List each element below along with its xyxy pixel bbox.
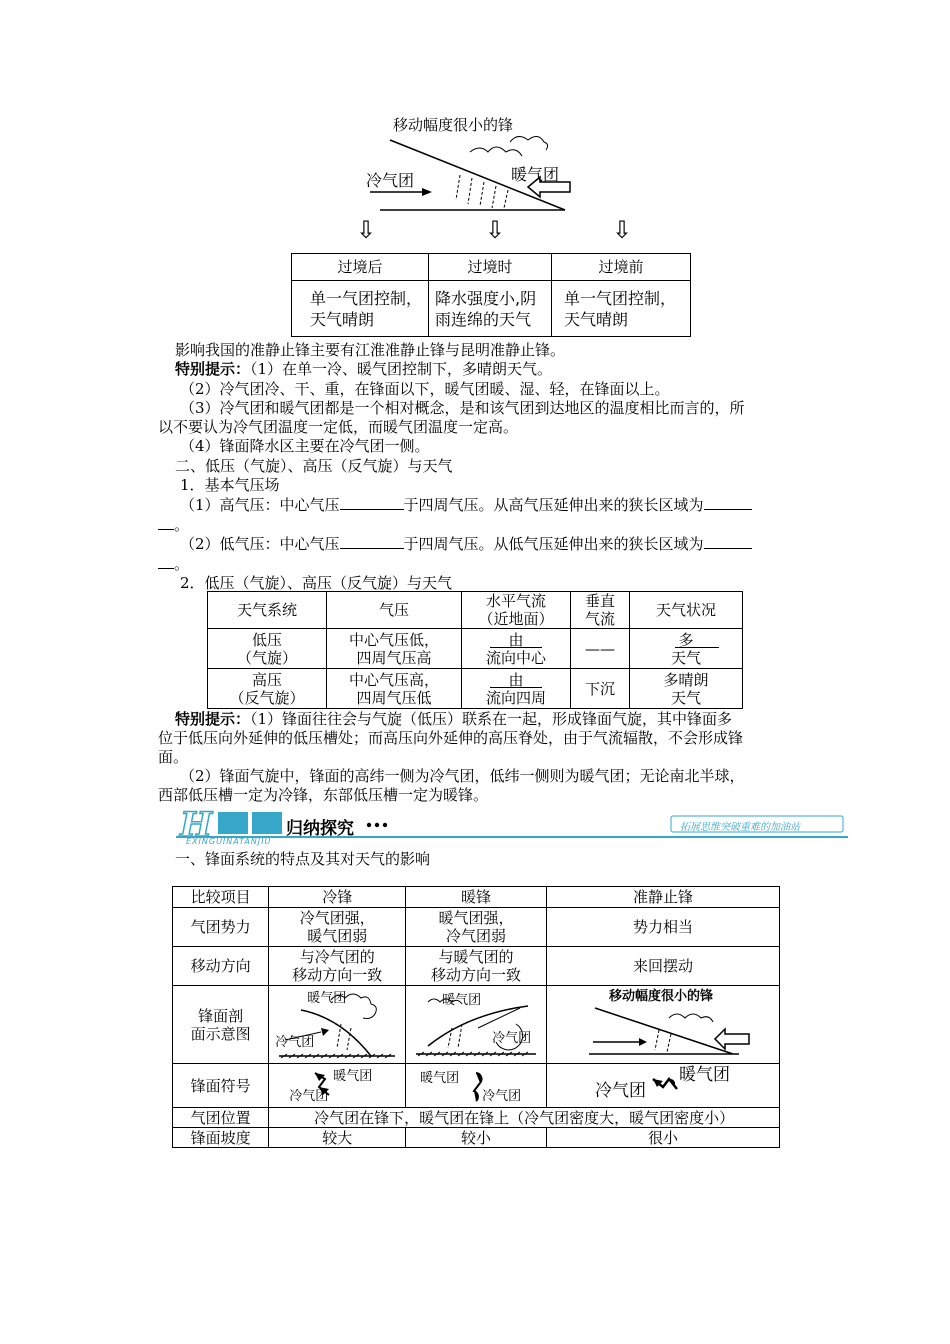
warm-front-profile bbox=[406, 986, 547, 1064]
subsection-heading: 2．低压（气旋）、高压（反气旋）与天气 bbox=[180, 574, 453, 592]
header: 天气状况 bbox=[630, 592, 743, 629]
cell-before: 单一气团控制，天气晴朗 bbox=[552, 281, 691, 337]
cold-label: 冷气团 bbox=[275, 1035, 315, 1050]
cell: 与冷气团的 移动方向一致 bbox=[269, 947, 406, 986]
stationary-front-symbol-icon bbox=[549, 1065, 777, 1107]
cell: 很小 bbox=[547, 1128, 780, 1148]
answer-blank[interactable] bbox=[158, 529, 174, 530]
header: 准静止锋 bbox=[547, 887, 780, 908]
tip-line: 以不要认为冷气团温度一定低，而暖气团温度一定高。 bbox=[158, 418, 519, 436]
row-label: 锋面剖 面示意图 bbox=[173, 986, 269, 1064]
text: （1）高气压：中心气压 bbox=[180, 496, 340, 514]
answer-blank[interactable] bbox=[704, 548, 752, 549]
header-during: 过境时 bbox=[429, 254, 552, 281]
banner-title: 归纳探究 bbox=[286, 819, 354, 839]
warm-label: 暖气团 bbox=[679, 1065, 730, 1085]
cell: 较大 bbox=[269, 1128, 406, 1148]
low-pressure-line bbox=[180, 535, 752, 553]
tip2-line: （2）锋面气旋中，锋面的高纬一侧为冷气团，低纬一侧则为暖气团；无论南北半球， bbox=[180, 767, 745, 785]
down-arrow-icon: ⇩ bbox=[612, 216, 633, 244]
cold-label: 冷气团 bbox=[595, 1081, 646, 1101]
section-heading: 二、低压（气旋）、高压（反气旋）与天气 bbox=[175, 457, 453, 475]
header: 比较项目 bbox=[173, 887, 269, 908]
down-arrow-icon: ⇩ bbox=[356, 216, 377, 244]
cell: 冷气团在锋下，暖气团在锋上（冷气团密度大，暖气团密度小） bbox=[269, 1108, 780, 1128]
cold-front-symbol bbox=[269, 1064, 406, 1108]
cell: 中心气压低， 四周气压高 bbox=[327, 629, 462, 669]
text: 。 bbox=[174, 555, 190, 573]
figure-title: 移动幅度很小的锋 bbox=[393, 116, 514, 134]
banner-pinyin: EXINGUINATANJIU bbox=[186, 837, 272, 846]
pressure-table bbox=[207, 591, 743, 709]
transit-table bbox=[291, 253, 691, 337]
cell: 中心气压高， 四周气压低 bbox=[327, 669, 462, 709]
cell: 与暖气团的 移动方向一致 bbox=[406, 947, 547, 986]
cell: 高压 （反气旋） bbox=[208, 669, 327, 709]
cell: 来回摆动 bbox=[547, 947, 780, 986]
cold-label: 冷气团 bbox=[289, 1089, 329, 1104]
header-before: 过境前 bbox=[552, 254, 691, 281]
cell: 下沉 bbox=[571, 669, 630, 709]
row-label: 气团位置 bbox=[173, 1108, 269, 1128]
cell-with-blank: 多 天气 bbox=[630, 629, 743, 669]
header: 暖锋 bbox=[406, 887, 547, 908]
text: 。 bbox=[174, 516, 190, 534]
header: 天气系统 bbox=[208, 592, 327, 629]
text: （2）低气压：中心气压 bbox=[180, 535, 340, 553]
header: 冷锋 bbox=[269, 887, 406, 908]
row-label: 移动方向 bbox=[173, 947, 269, 986]
cold-label: 冷气团 bbox=[482, 1089, 522, 1104]
tip-text: （1）在单一冷、暖气团控制下，多晴朗天气。 bbox=[250, 360, 553, 378]
tip-label: 特别提示： bbox=[175, 710, 251, 728]
subsection-heading: 1．基本气压场 bbox=[180, 476, 280, 494]
low-pressure-line-cont bbox=[158, 555, 189, 573]
cell: 冷气团强， 暖气团弱 bbox=[269, 908, 406, 947]
cell: 低压 （气旋） bbox=[208, 629, 327, 669]
warm-label: 暖气团 bbox=[420, 1071, 460, 1086]
cell: 较小 bbox=[406, 1128, 547, 1148]
header: 水平气流 （近地面） bbox=[462, 592, 571, 629]
answer-blank[interactable] bbox=[158, 568, 174, 569]
front-comparison-table bbox=[172, 886, 780, 1148]
tip2-line: 位于低压向外延伸的低压槽处；而高压向外延伸的高压脊处，由于气流辐散，不会形成锋 bbox=[158, 729, 744, 747]
stationary-title: 移动幅度很小的锋 bbox=[609, 989, 714, 1004]
tip-line: （2）冷气团冷、干、重，在锋面以下，暖气团暖、湿、轻，在锋面以上。 bbox=[180, 380, 670, 398]
warm-airmass-label: 暖气团 bbox=[511, 165, 560, 184]
tip-line: （4）锋面降水区主要在冷气团一侧。 bbox=[180, 437, 430, 455]
cell: 势力相当 bbox=[547, 908, 780, 947]
warm-front-symbol bbox=[406, 1064, 547, 1108]
tip2-line: 西部低压槽一定为冷锋，东部低压槽一定为暖锋。 bbox=[158, 786, 489, 804]
tip2-line: 面。 bbox=[158, 748, 189, 766]
warm-label: 暖气团 bbox=[333, 1069, 373, 1084]
high-pressure-line-cont bbox=[158, 516, 189, 534]
warm-label: 暖气团 bbox=[442, 993, 482, 1008]
cell-with-blank: 由 流向四周 bbox=[462, 669, 571, 709]
text: 于四周气压。从高气压延伸出来的狭长区域为 bbox=[403, 496, 704, 514]
tip-line: （3）冷气团和暖气团都是一个相对概念，是和该气团到达地区的温度相比而言的，所 bbox=[180, 399, 745, 417]
stationary-front-profile bbox=[547, 986, 780, 1064]
row-label: 气团势力 bbox=[173, 908, 269, 947]
answer-blank[interactable] bbox=[704, 509, 752, 510]
cold-label: 冷气团 bbox=[492, 1031, 532, 1046]
svg-text:H: H bbox=[180, 806, 213, 845]
header: 气压 bbox=[327, 592, 462, 629]
row-label: 锋面符号 bbox=[173, 1064, 269, 1108]
warm-label: 暖气团 bbox=[307, 991, 347, 1006]
header-after: 过境后 bbox=[292, 254, 429, 281]
cell: 多晴朗 天气 bbox=[630, 669, 743, 709]
tip2-line bbox=[175, 710, 732, 728]
cold-front-profile bbox=[269, 986, 406, 1064]
text: 于四周气压。从低气压延伸出来的狭长区域为 bbox=[403, 535, 704, 553]
paragraph: 影响我国的准静止锋主要有江淮准静止锋与昆明准静止锋。 bbox=[175, 341, 566, 359]
stationary-front-symbol bbox=[547, 1064, 780, 1108]
tip-label: 特别提示： bbox=[175, 360, 251, 378]
answer-blank[interactable] bbox=[490, 647, 542, 648]
cell-during: 降水强度小,阴雨连绵的天气 bbox=[429, 281, 552, 337]
cell-with-blank: 由 流向中心 bbox=[462, 629, 571, 669]
answer-blank[interactable] bbox=[340, 509, 404, 510]
answer-blank[interactable] bbox=[340, 548, 404, 549]
tip-text: （1）锋面往往会与气旋（低压）联系在一起，形成锋面气旋，其中锋面多 bbox=[250, 710, 733, 728]
section-heading: 一、锋面系统的特点及其对天气的影响 bbox=[175, 850, 431, 868]
answer-blank[interactable] bbox=[490, 687, 542, 688]
row-label: 锋面坡度 bbox=[173, 1128, 269, 1148]
banner-slogan: 拓展思维突破重难的加油站 bbox=[680, 822, 800, 833]
tip-line bbox=[175, 360, 552, 378]
cell: —— bbox=[571, 629, 630, 669]
cell: 暖气团强， 冷气团弱 bbox=[406, 908, 547, 947]
high-pressure-line bbox=[180, 496, 752, 514]
down-arrow-icon: ⇩ bbox=[485, 216, 506, 244]
cell-after: 单一气团控制，天气晴朗 bbox=[292, 281, 429, 337]
cold-airmass-label: 冷气团 bbox=[366, 171, 415, 190]
header: 垂直 气流 bbox=[571, 592, 630, 629]
answer-blank[interactable] bbox=[675, 647, 719, 648]
